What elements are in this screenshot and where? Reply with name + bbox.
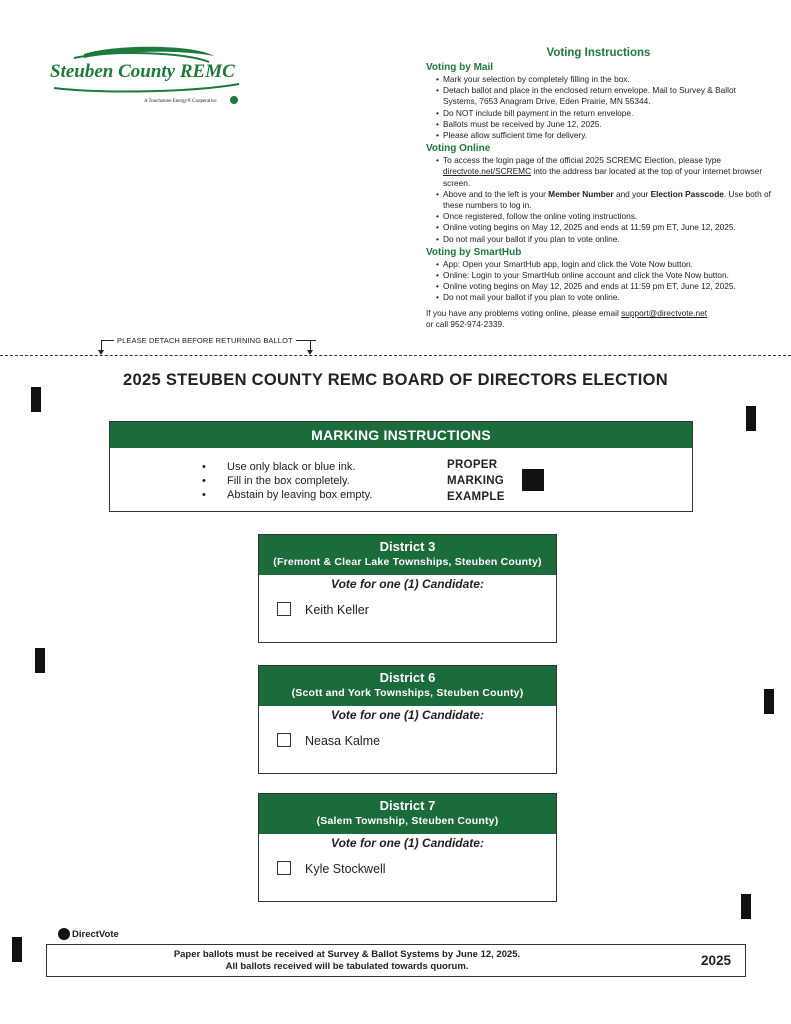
list-item: • Fill in the box completely.	[202, 474, 372, 488]
list-item: • App: Open your SmartHub app, login and click the Vote Now button.	[436, 259, 771, 270]
filled-box-example	[522, 469, 544, 491]
online-list	[426, 155, 771, 245]
list-item: • Use only black or blue ink.	[202, 460, 372, 474]
arrow-down-icon	[101, 340, 102, 352]
list-item: • Do not mail your ballot if you plan to vote online.	[436, 292, 771, 303]
district-3-contest	[258, 534, 557, 643]
district-6-contest	[258, 665, 557, 774]
candidate-option[interactable]: Keith Keller	[277, 602, 369, 617]
smarthub-heading: Voting by SmartHub	[426, 246, 522, 258]
candidate-option[interactable]: Neasa Kalme	[277, 733, 380, 748]
candidate-checkbox[interactable]	[277, 602, 291, 616]
arrow-down-icon	[310, 340, 311, 352]
candidate-checkbox[interactable]	[277, 861, 291, 875]
detach-marker	[98, 334, 318, 356]
district-header: District 3 (Fremont & Clear Lake Townships, Steuben County)	[259, 535, 556, 575]
steuben-remc-logo	[44, 44, 254, 108]
support-email-link[interactable]: support@directvote.net	[621, 307, 708, 318]
mail-list	[426, 74, 771, 141]
problems-note: If you have any problems voting online, please email support@directvote.net or call 952-974-2339.	[426, 307, 708, 329]
candidate-checkbox[interactable]	[277, 733, 291, 747]
list-item: • Mark your selection by completely filling in the box.	[436, 74, 771, 85]
list-item: • Above and to the left is your Member Number and your Election Passcode. Use both of these numbers to log in.	[436, 189, 771, 211]
timing-mark	[741, 894, 751, 919]
detach-label: PLEASE DETACH BEFORE RETURNING BALLOT	[114, 336, 296, 345]
list-item: • Online voting begins on May 12, 2025 and ends at 11:59 pm ET, June 12, 2025.	[436, 222, 771, 233]
footer-notice	[46, 944, 746, 977]
vote-instruction: Vote for one (1) Candidate:	[331, 708, 484, 722]
svg-text:A Touchstone Energy® Cooperati: A Touchstone Energy® Cooperative	[144, 99, 217, 104]
instructions-title: Voting Instructions	[546, 47, 651, 59]
proper-marking-example-label: PROPER MARKING EXAMPLE	[447, 459, 505, 503]
timing-mark	[746, 406, 756, 431]
directvote-link[interactable]: directvote.net/SCREMC	[443, 166, 532, 177]
tear-line	[0, 355, 791, 356]
ballot-title: 2025 STEUBEN COUNTY REMC BOARD OF DIRECTORS ELECTION	[123, 371, 668, 389]
timing-mark	[12, 937, 22, 962]
directvote-logo: DirectVote	[58, 928, 119, 940]
online-heading: Voting Online	[426, 143, 491, 155]
marking-list	[202, 460, 372, 502]
list-item: • Detach ballot and place in the enclosed return envelope. Mail to Survey & Ballot Systems, 7653 Anagram Drive, Eden Prairie, MN 55344.	[436, 85, 771, 107]
marking-heading: MARKING INSTRUCTIONS	[110, 422, 692, 448]
list-item: • Online: Login to your SmartHub online account and click the Vote Now button.	[436, 270, 771, 281]
list-item: • Do not mail your ballot if you plan to vote online.	[436, 234, 771, 245]
vote-instruction: Vote for one (1) Candidate:	[331, 577, 484, 591]
directvote-icon	[58, 928, 70, 940]
district-header: District 6 (Scott and York Townships, Steuben County)	[259, 666, 556, 706]
candidate-option[interactable]: Kyle Stockwell	[277, 861, 386, 876]
list-item: • Once registered, follow the online voting instructions.	[436, 211, 771, 222]
district-header: District 7 (Salem Township, Steuben County)	[259, 794, 556, 834]
list-item: • Please allow sufficient time for delivery.	[436, 130, 771, 141]
timing-mark	[35, 648, 45, 673]
vote-instruction: Vote for one (1) Candidate:	[331, 836, 484, 850]
logo-swoosh-icon	[44, 44, 254, 108]
footer-year: 2025	[700, 953, 731, 968]
marking-instructions-box	[109, 421, 693, 512]
list-item: • Do NOT include bill payment in the return envelope.	[436, 108, 771, 119]
timing-mark	[31, 387, 41, 412]
list-item: • Abstain by leaving box empty.	[202, 488, 372, 502]
footer-line-2: All ballots received will be tabulated towards quorum.	[225, 961, 469, 972]
smarthub-list	[426, 259, 771, 304]
list-item: • Ballots must be received by June 12, 2025.	[436, 119, 771, 130]
timing-mark	[764, 689, 774, 714]
mail-heading: Voting by Mail	[426, 62, 494, 73]
district-7-contest	[258, 793, 557, 902]
svg-text:Steuben County REMC: Steuben County REMC	[50, 61, 235, 82]
list-item: • Online voting begins on May 12, 2025 and ends at 11:59 pm ET, June 12, 2025.	[436, 281, 771, 292]
list-item: • To access the login page of the official 2025 SCREMC Election, please type directvote.net/SCREMC into the address bar located at the top of your internet browser screen.	[436, 155, 771, 189]
footer-line-1: Paper ballots must be received at Survey & Ballot Systems by June 12, 2025.	[173, 949, 521, 960]
voting-instructions	[426, 46, 771, 330]
